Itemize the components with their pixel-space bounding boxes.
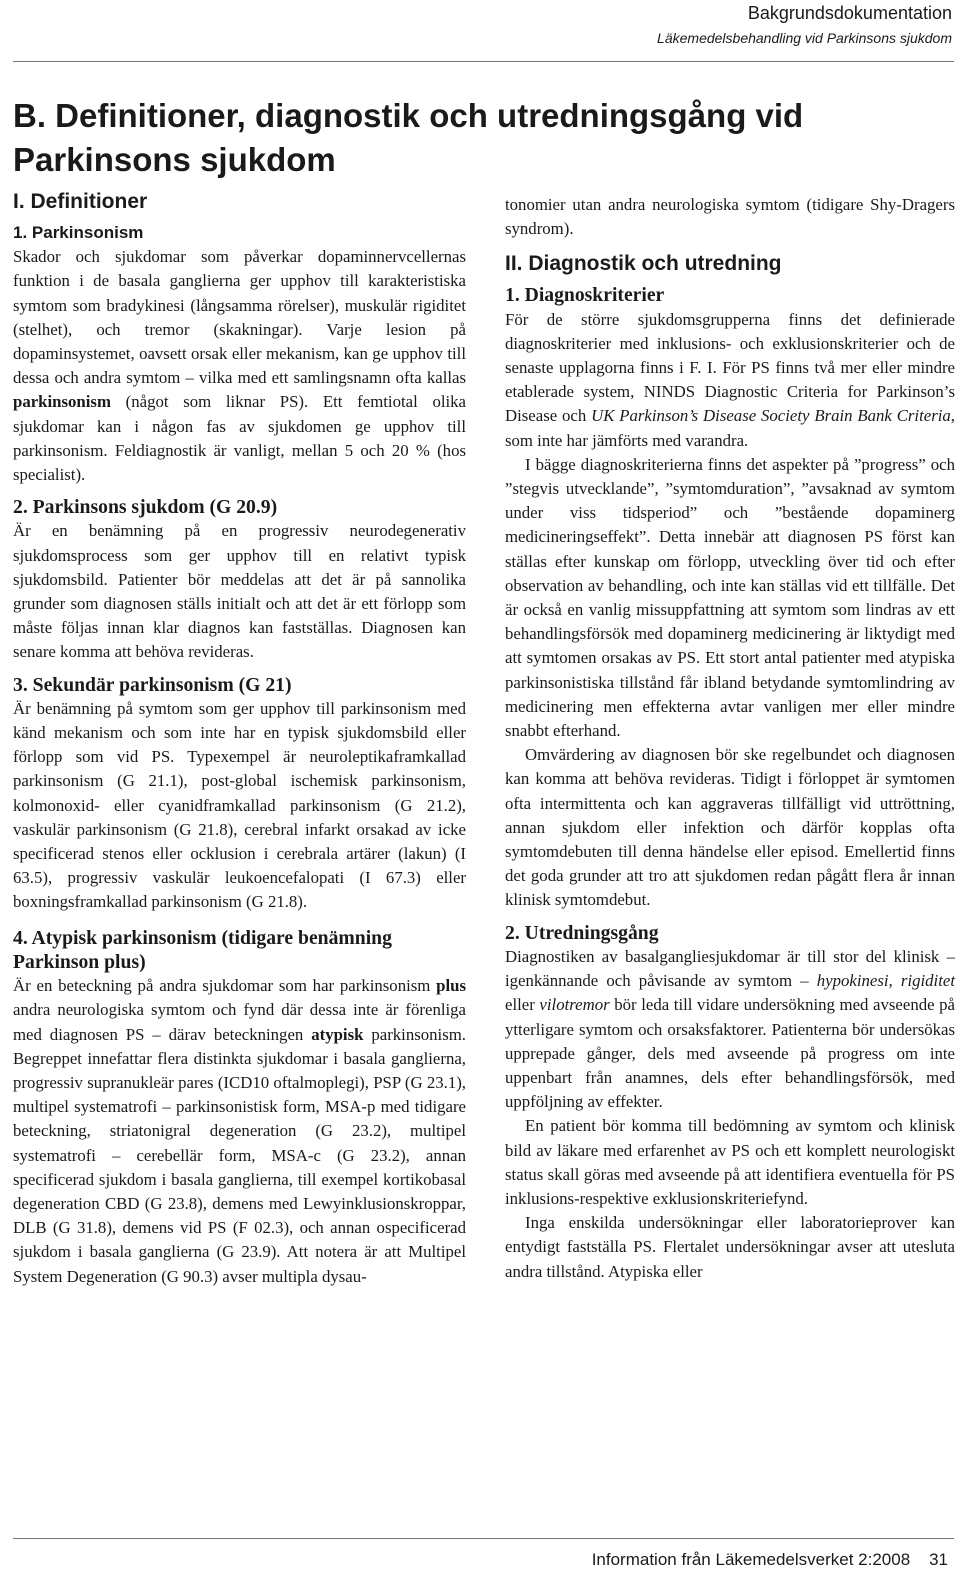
subsection-atypical-parkinsonism-heading: 4. Atypisk parkinsonism (tidigare benämning Parkinson plus): [13, 926, 392, 973]
page-title: B. Definitioner, diagnostik och utredningsgång vid Parkinsons sjukdom: [13, 97, 804, 178]
section-definitions-heading: I. Definitioner: [13, 190, 148, 213]
text-span: För de större sjukdomsgrupperna finns det definierade diagnoskriterier med inklusions- och exklusionskriterier och de senaste upplagorna finns i F. I. För PS finns två mer eller mindre etablerade system, NINDS Diagnostic Criteria for Parkinson’s Disease och: [505, 309, 955, 426]
paragraph-criteria-3: Omvärdering av diagnosen bör ske regelbundet och diagnosen kan komma att behöva revideras. Tidigt i förloppet är symtomen ofta intermittenta och kan aggraveras tillfälligt vid uttröttning, annan sjukdom eller infektion och därför kopplas ofta symtomdebuten till denna händelse eller episod. Emellertid finns det goda grunder att tro att sjukdomen redan pågått flera år innan klinisk symtomdebut.: [505, 745, 955, 910]
paragraph-parkinsonism: [13, 245, 466, 487]
bold-term-parkinsonism: parkinsonism: [13, 392, 111, 412]
subsection-secondary-parkinsonism-heading: 3. Sekundär parkinsonism (G 21): [13, 673, 292, 696]
text-span: andra neurologiska symtom och fynd där dessa inte är förenliga med diagnosen PS – därav beteckningen: [13, 1000, 466, 1044]
text-span: , som inte har jämförts med varandra.: [505, 406, 955, 450]
page-number: 31: [929, 1550, 948, 1569]
paragraph-criteria-1: [505, 308, 955, 453]
paragraph-investigation-3: Inga enskilda undersökningar eller laboratorieprover kan entydigt fastställa PS. Flertalet undersökningar avser att utesluta andra tillstånd. Atypiska eller: [505, 1213, 955, 1281]
paragraph-investigation-2: En patient bör komma till bedömning av symtom och klinisk bild av läkare med erfarenhet av PS och ett komplett neurologiskt status skall göras med avseende på att identifiera eventuella för PS inklusions-respektive exklusionskriteriefynd.: [505, 1116, 955, 1208]
paragraph-investigation-1: [505, 945, 955, 1114]
section-diagnostics-heading: II. Diagnostik och utredning: [505, 252, 782, 276]
header-category: Bakgrundsdokumentation: [747, 3, 952, 23]
subsection-diagnostic-criteria-heading: 1. Diagnoskriterier: [505, 284, 665, 307]
header-subtitle: Läkemedelsbehandling vid Parkinsons sjukdom: [657, 30, 952, 46]
text-span: eller: [505, 995, 540, 1015]
subsection-investigation-heading: 2. Utredningsgång: [505, 921, 659, 944]
paragraph-criteria-2: I bägge diagnoskriterierna finns det aspekter på ”progress” och ”stegvis utvecklande”, ”symtomduration”, ”avsaknad av symtom under viss tidsperiod” och ”bestående dopaminerg medicineringseffekt”. Detta innebär att diagnosen PS först kan ställas efter kunskap om förlopp, utveckling över tid och efter observation av behandling, och inte kan ställas vid ett tillfälle. Det är också en vanlig missuppfattning att symtom som lindras av ett behandlingsförsök med dopaminerg medicinering är liktydigt med att symtomen orsakas av PS. Ett stort antal patienter med atypiska parkinsonistiska tillstånd får ibland betydande symtomlindring av medicinering men effekterna avtar vanligen mer eller mindre snabbt efterhand.: [505, 454, 955, 741]
text-span: Skador och sjukdomar som påverkar dopaminnervcellernas funktion i de basala ganglierna ger upphov till karakteristiska symtom som bradykinesi (långsamma rörelser), muskulär rigiditet (stelhet), och tremor (skakningar). Varje lesion på dopaminsystemet, oavsett orsak eller mekanism, kan ge upphov till dessa och andra symtom – vilka med ett samlingsnamn ofta kallas: [13, 247, 466, 388]
right-column: [505, 193, 955, 1284]
paragraph-continued: tonomier utan andra neurologiska symtom (tidigare Shy-Dragers syndrom).: [505, 195, 955, 239]
italic-vilotremor: vilotremor: [539, 995, 610, 1015]
text-span: Diagnostiken av basalgangliesjukdomar är till stor del klinisk – igenkännande och påvisande av symtom –: [505, 946, 955, 991]
left-column: [13, 187, 466, 1289]
footer-text: [592, 1550, 948, 1570]
paragraph-atypical-parkinsonism: [13, 974, 466, 1289]
bold-term-atypisk: atypisk: [311, 1024, 364, 1044]
italic-criteria-name: UK Parkinson’s Disease Society Brain Bank Criteria: [591, 406, 951, 426]
footer-source: Information från Läkemedelsverket 2:2008: [591, 1550, 911, 1569]
running-header: [657, 0, 952, 47]
subsection-parkinsonism-heading: 1. Parkinsonism: [13, 223, 144, 242]
text-span: parkinsonism. Begreppet innefattar flera distinkta sjukdomar i basala ganglierna, progressiv supranukleär pares (ICD10 oftalmoplegi), PSP (G 23.1), multipel systematrofi – parkinsonistisk form, MSA-p med tidigare beteckning, striatonigral degeneration (G 23.2), multipel systematrofi – cerebellär form, MSA-c (G 23.2), annan specificerad sjukdom i basala ganglierna, till exempel kortikobasal degeneration CBD (G 23.8), demens med Lewyinklusionskroppar, DLB (G 31.8), demens vid PS (F 02.3), och annan ospecificerad sjukdom i basala ganglierna (G 23.9). Att notera är att Multipel System Degeneration (G 90.3) avser multipla dysau-: [13, 1024, 466, 1286]
paragraph-secondary-parkinsonism: Är benämning på symtom som ger upphov till parkinsonism med känd mekanism och som inte har en typisk sjukdomsbild eller förlopp som vid PS. Typexempel är neuroleptikaframkallad parkinsonism (G 21.1), post-global ischemisk parkinsonism, kolmonoxid- eller cyanidframkallad parkinsonism (G 21.2), vaskulär parkinsonism (G 21.8), cerebral infarkt orsakad av icke specificerad stenos eller ocklusion i cerebrala artärer (lakun) (I 63.5), progressiv vaskulär leukoencefalopati (I 67.3) eller boxningsframkallad parkinsonism (G 21.8).: [13, 698, 466, 912]
paragraph-parkinsons-disease: Är en benämning på en progressiv neurodegenerativ sjukdomsprocess som ger upphov till en relativt typisk sjukdomsbild. Patienter bör meddelas att det är på sannolika grunder som diagnosen ställs initialt och att det är ett förlopp som måste följas innan klar diagnos kan fastställas. Diagnosen kan senare komma att behöva revideras.: [13, 521, 466, 662]
text-span: bör leda till vidare undersökning med avseende på ytterligare symtom och orsaksfaktorer. Patienterna bör undersökas upprepade gånger, dels med avseende på progress om inte uppenbart från anamnes, dels efter behandlingsförsök, med uppföljning av effekter.: [505, 995, 955, 1112]
bold-term-plus: plus: [436, 976, 466, 996]
header-rule: [13, 61, 954, 62]
text-span: Är en beteckning på andra sjukdomar som har parkinsonism: [13, 976, 437, 996]
text-span: (något som liknar PS). Ett femtiotal olika sjukdomar kan i någon fas av sjukdomen ge upphov till parkinsonism. Feldiagnostik är vanligt, mellan 5 och 20 % (hos specialist).: [13, 392, 466, 485]
italic-symptoms: hypokinesi, rigiditet: [816, 971, 955, 991]
subsection-parkinsons-disease-heading: 2. Parkinsons sjukdom (G 20.9): [13, 496, 278, 519]
footer-rule: [13, 1538, 954, 1539]
